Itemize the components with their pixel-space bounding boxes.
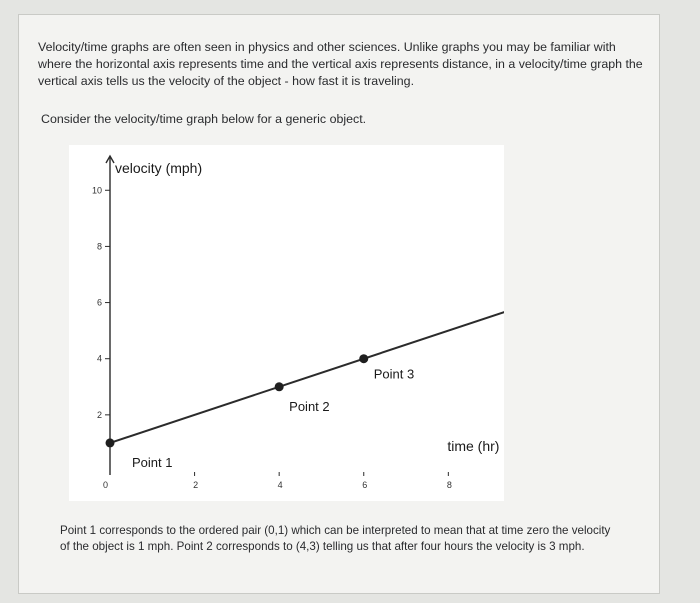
y-tick-label: 8 (96, 241, 102, 252)
x-axis-title: time (hr) (447, 438, 500, 454)
series-line-velocity (110, 308, 504, 443)
data-point (359, 354, 368, 363)
y-axis-title: velocity (mph) (115, 160, 203, 176)
x-tick-label: 8 (446, 480, 452, 490)
note-paragraph: Point 1 corresponds to the ordered pair (0,1) which can be interpreted to mean that at time zero the velocity of the object is 1 mph. Point 2 corresponds to (4,3) telling us that after four hours the velocity is 3 mph. (60, 524, 611, 553)
y-tick-label: 4 (96, 353, 102, 364)
x-tick-label: 2 (193, 480, 199, 490)
chart-svg (69, 145, 504, 501)
y-tick-label: 6 (96, 297, 102, 308)
x-ticks (193, 472, 452, 490)
data-points (106, 354, 415, 470)
y-tick-label: 10 (91, 185, 102, 196)
point-label: Point 3 (373, 366, 415, 382)
content-card (18, 14, 660, 594)
point-label: Point 1 (132, 454, 173, 470)
consider-paragraph: Consider the velocity/time graph below for a generic object. (41, 112, 367, 126)
data-point (275, 382, 284, 391)
x-tick-label: 4 (277, 480, 283, 490)
velocity-time-graph (69, 145, 504, 501)
point-label: Point 2 (289, 398, 330, 414)
y-tick-label: 2 (96, 409, 102, 420)
data-point (106, 438, 115, 447)
intro-paragraph: Velocity/time graphs are often seen in physics and other sciences. Unlike graphs you may be familiar with where the horizontal axis represents time and the vertical axis represents distance, in a velocity/time graph the vertical axis tells us the velocity of the object - how fast it is traveling. (38, 40, 643, 88)
y-tick-label: 0 (102, 480, 108, 490)
x-tick-label: 6 (362, 480, 368, 490)
